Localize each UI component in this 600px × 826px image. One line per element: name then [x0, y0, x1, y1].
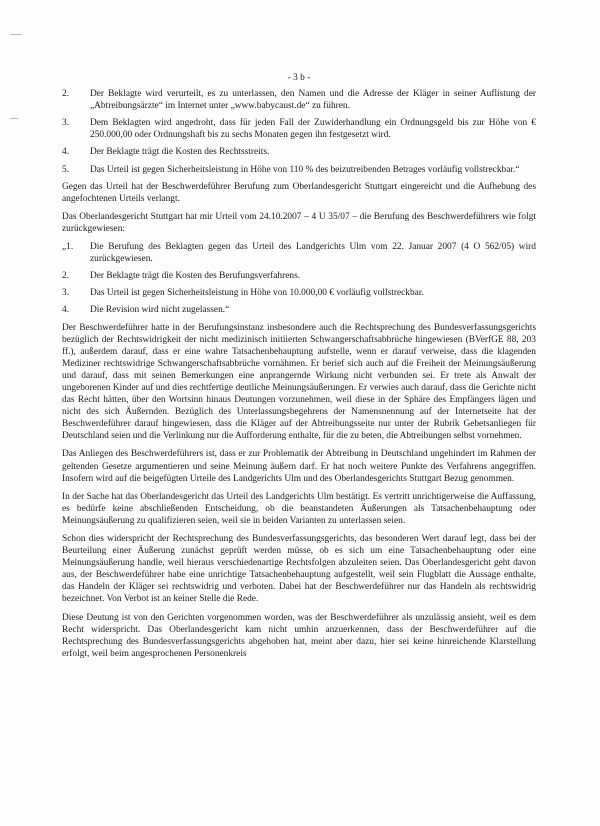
page-number: - 3 b - — [287, 73, 311, 83]
list-item-number: 4. — [62, 147, 70, 158]
list-item — [62, 164, 536, 176]
scan-artifact — [10, 118, 18, 119]
scan-artifact — [10, 34, 22, 35]
list-item-number: 3. — [62, 118, 70, 129]
list-item-text: Das Urteil ist gegen Sicherheitsleistung in Höhe von 10.000,00 € vorläufig vollstreckbar. — [90, 288, 424, 299]
paragraph: Schon dies widerspricht der Rechtsprechung des Bundesverfassungsgerichts, das besonderen Wert darauf legt, dass bei der Beurteilung einer Äußerung zunächst geprüft werden müsse, ob es sich um eine Tatsachenbehauptung oder eine Meinungsäußerung handle, weil hieraus verschiedenartige Rechtsfolgen abzuleiten seien. Das Oberlandesgericht geht davon aus, der Beschwerdeführer habe eine unrichtige Tatsachenbehauptung aufgestellt, weil sein Flugblatt die Aussage enthalte, das Handeln der Kläger sei rechtswidrig und verboten. Dabei hat der Beschwerdeführer nur das Handeln als rechtswidrig bezeichnet. Von Verbot ist an keiner Stelle die Rede. — [62, 534, 536, 605]
list-item — [62, 270, 536, 282]
list-item-number: 3. — [62, 288, 70, 299]
list-item — [62, 88, 536, 112]
list-item — [62, 146, 536, 158]
operative-list-first-instance — [62, 88, 536, 176]
list-item-number: 5. — [62, 164, 70, 175]
paragraph: Gegen das Urteil hat der Beschwerdeführer Berufung zum Oberlandesgericht Stuttgart eingereicht und die Aufhebung des angefochtenen Urteils verlangt. — [62, 181, 536, 204]
list-item-text: Das Urteil ist gegen Sicherheitsleistung in Höhe von 110 % des beizutreibenden Betrages vorläufig vollstreckbar.“ — [90, 164, 520, 175]
list-item-number: „1. — [62, 242, 74, 253]
list-item-text: Die Berufung des Beklagten gegen das Urteil des Landgerichts Ulm vom 22. Januar 2007 (4 O 562/05) wird zurückgewiesen. — [90, 242, 536, 265]
list-item-number: 2. — [62, 89, 70, 100]
list-item-text: Dem Beklagten wird angedroht, dass für jeden Fall der Zuwiderhandlung ein Ordnungsgeld bis zur Höhe von € 250.000,00 oder Ordnungshaft bis zu sechs Monaten gegen ihn festgesetzt wird. — [90, 118, 536, 141]
list-item — [62, 304, 536, 316]
document-page — [62, 72, 536, 666]
list-item-text: Der Beklagte wird verurteilt, es zu unterlassen, den Namen und die Adresse der Kläger in seiner Auflistung der „Abtreibungsärzte“ im Internet unter „www.babycaust.de“ zu führen. — [90, 89, 536, 112]
paragraph: Das Anliegen des Beschwerdeführers ist, dass er zur Problematik der Abtreibung in Deutschland ungehindert im Rahmen der geltenden Gesetze argumentieren und seine Meinung äußern darf. Er hat noch weitere Punkte des Verfahrens angegriffen. Insofern wird auf die beigefügten Urteile des Landgerichts Ulm und des Oberlandesgerichts Stuttgart Bezug genommen. — [62, 449, 536, 484]
list-item — [62, 117, 536, 141]
list-item-text: Der Beklagte trägt die Kosten des Berufungsverfahrens. — [90, 271, 301, 282]
list-item-text: Die Revision wird nicht zugelassen.“ — [90, 305, 230, 316]
list-item — [62, 241, 536, 265]
operative-list-appeal — [62, 241, 536, 316]
list-item-text: Der Beklagte trägt die Kosten des Rechtsstreits. — [90, 147, 270, 158]
list-item-number: 2. — [62, 271, 70, 282]
paragraph: In der Sache hat das Oberlandesgericht das Urteil des Landgerichts Ulm bestätigt. Es vertritt unrichtigerweise die Auffassung, es bedürfe keine abschließenden Entscheidung, ob die beanstandeten Äußerungen als Tatsachenbehauptung oder Meinungsäußerung zu qualifizieren seien, weil sie in beiden Varianten zu unterlassen seien. — [62, 491, 536, 526]
paragraph: Das Oberlandesgericht Stuttgart hat mir Urteil vom 24.10.2007 – 4 U 35/07 – die Berufung des Beschwerdeführers wie folgt zurückgewiesen: — [62, 211, 536, 234]
paragraph: Diese Deutung ist von den Gerichten vorgenommen worden, was der Beschwerdeführer als unzulässig ansieht, weil es dem Recht widerspricht. Das Oberlandesgericht kam nicht umhin anzuerkennen, dass der Beschwerdeführer auf die Rechtsprechung des Bundesverfassungsgerichts abgehoben hat, meint aber dazu, hier sei keine hinreichende Klarstellung erfolgt, weil beim angesprochenen Personenkreis — [62, 612, 536, 659]
list-item-number: 4. — [62, 305, 70, 316]
list-item — [62, 287, 536, 299]
paragraph: Der Beschwerdeführer hatte in der Berufungsinstanz insbesondere auch die Rechtsprechung des Bundesverfassungsgerichts bezüglich der Rechtswidrigkeit der nicht medizinisch initiierten Schwangerschaftsabbrüche hingewiesen (BVerfGE 88, 203 ff.), außerdem darauf, dass er eine wahre Tatsachenbehauptung aufstelle, wenn er darauf verweise, dass die klagenden Mediziner rechtswidrige Schwangerschaftsabbrüche vornähmen. Er berief sich auch auf die Freiheit der Meinungsäußerung und darauf, dass mit seinen Bemerkungen eine anprangernde Wirkung nicht verbunden sei. Er trete als Anwalt der ungeborenen Kinder auf und dies rechtfertige deutliche Meinungsäußerungen. Er verwies auch darauf, dass die Gerichte nicht das Recht hätten, über den Wortsinn hinaus Deutungen vorzunehmen, weil diese in der Sphäre des Empfängers lägen und nicht des sich Äußernden. Bezüglich des Unterlassungsbegehrens der Namensnennung auf der Internetseite hat der Beschwerdeführer darauf hingewiesen, dass die Kläger auf der Abtreibungsseite nur unter der Rubrik Gebetsanliegen für Deutschland seien und die Verlinkung nur die Aufforderung enthalte, für die zu beten, die Abtreibungen selbst vornehmen. — [62, 322, 536, 442]
